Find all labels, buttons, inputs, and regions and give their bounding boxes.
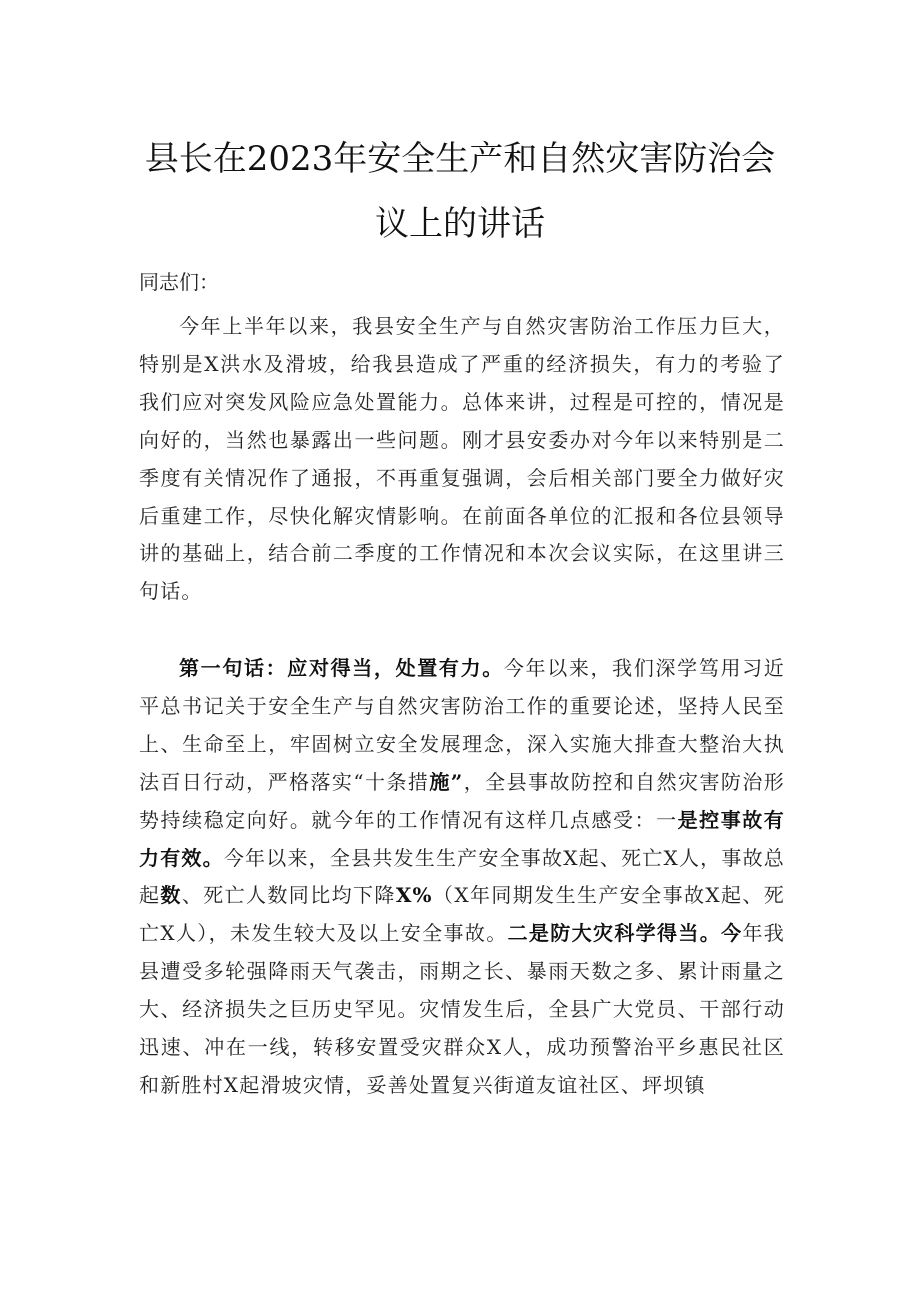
body-text: 、死亡人数同比均下降 bbox=[181, 883, 396, 908]
document-title-line-1: 县长在2023年安全生产和自然灾害防治会 bbox=[144, 139, 776, 179]
body-text: （X年同期发生生产安全事故X起、死亡X人），未发生较大及以上安全事故。 bbox=[139, 883, 785, 946]
emphasis-text: X% bbox=[395, 883, 433, 908]
emphasis-text: 数 bbox=[160, 883, 182, 908]
body-text: 年我县遭受多轮强降雨天气袭击，雨期之长、暴雨天数之多、累计雨量之大、经济损失之巨历史罕见。灾情发生后，全县广大党员、干部行动迅速、冲在一线，转移安置受灾群众X人，成功预警治平乡惠民社区和新胜村X起滑坡灾情，妥善处置复兴街道友谊社区、坪坝镇 bbox=[139, 921, 786, 1097]
point-one-heading: 是控事故有力有效。 bbox=[139, 807, 786, 870]
body-text: 今年以来，我们深学笃用习近平总书记关于安全生产与自然灾害防治工作的重要论述，坚持人民至上、生命至上，牢固树立安全发展理念，深入实施大排查大整治大执法百日行动，严格落实“十条措 bbox=[139, 656, 785, 794]
document-title-line-2: 议上的讲话 bbox=[375, 204, 545, 244]
body-text: 今年以来，全县共发生生产安全事故X起、死亡X人，事故总起 bbox=[139, 845, 785, 908]
point-two-heading: 二是防大灾科学得当。今 bbox=[507, 921, 743, 946]
paragraph-intro: 今年上半年以来，我县安全生产与自然灾害防治工作压力巨大，特别是X洪水及滑坡，给我县造成了严重的经济损失，有力的考验了我们应对突发风险应急处置能力。总体来讲，过程是可控的，情况是向好的，当然也暴露出一些问题。刚才县安委办对今年以来特别是二季度有关情况作了通报，不再重复强调，会后相关部门要全力做好灾后重建工作，尽快化解灾情影响。在前面各单位的汇报和各位县领导讲的基础上，结合前二季度的工作情况和本次会议实际，在这里讲三句话。 bbox=[139, 314, 785, 604]
paragraph-first-point bbox=[139, 650, 785, 1105]
salutation: 同志们： bbox=[139, 270, 219, 294]
body-text: ，全县事故防控和自然灾害防治形势持续稳定向好。就今年的工作情况有这样几点感受：一 bbox=[139, 769, 785, 832]
emphasis-text: 施” bbox=[429, 769, 464, 794]
section-heading: 第一句话：应对得当，处置有力。 bbox=[179, 656, 504, 680]
